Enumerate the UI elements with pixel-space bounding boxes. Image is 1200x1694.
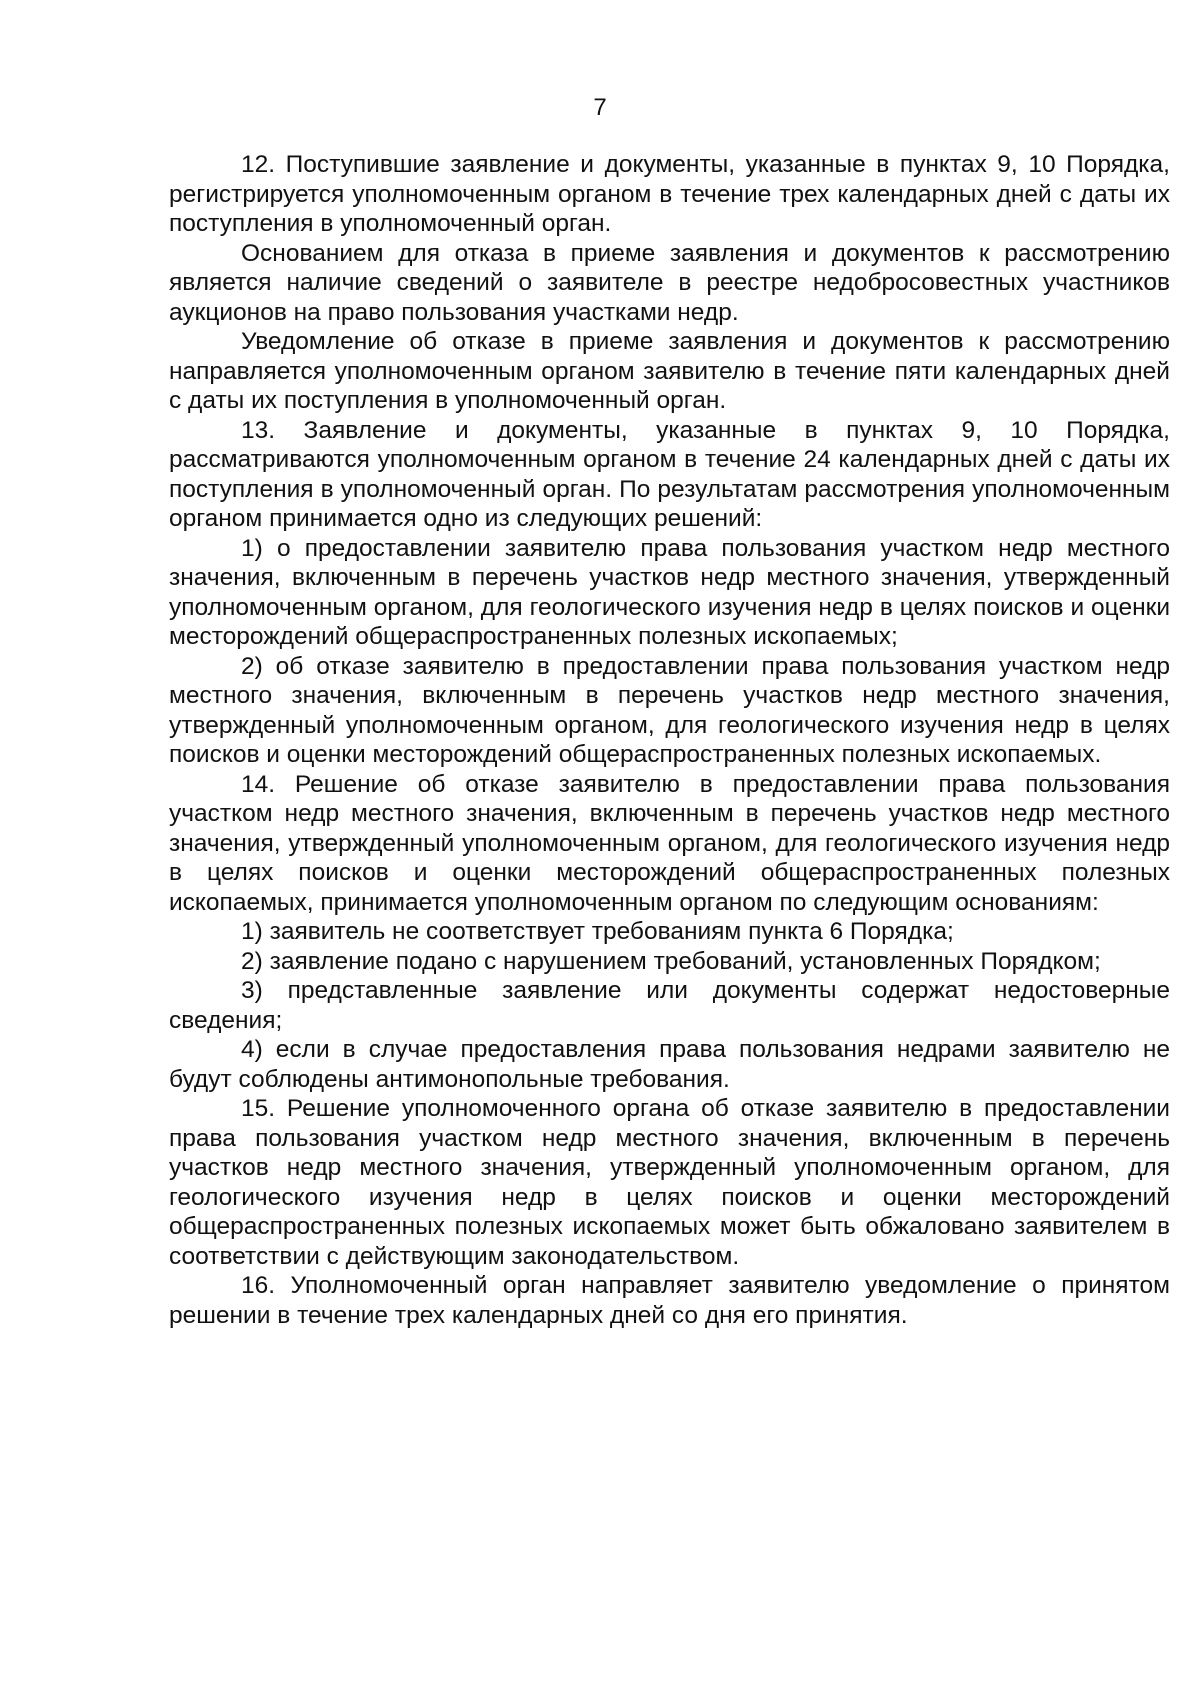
paragraph-14: 14. Решение об отказе заявителю в предоставлении права пользования участком недр местного значения, включенным в перечень участков недр местного значения, утвержденный уполномоченным органом, для геологического изучения недр в целях поисков и оценки месторождений общераспространенных полезных ископаемых, принимается уполномоченным органом по следующим основаниям: xyxy=(169,770,1170,916)
paragraph-16: 16. Уполномоченный орган направляет заявителю уведомление о принятом решении в течение трех календарных дней со дня его принятия. xyxy=(169,1272,1170,1329)
paragraph-12: 12. Поступившие заявление и документы, указанные в пунктах 9, 10 Порядка, регистрируется уполномоченным органом в течение трех календарных дней с даты их поступления в уполномоченный орган. xyxy=(169,151,1170,237)
paragraph-13: 13. Заявление и документы, указанные в пунктах 9, 10 Порядка, рассматриваются уполномоченным органом в течение 24 календарных дней с даты их поступления в уполномоченный орган. По результатам рассмотрения уполномоченным органом принимается одно из следующих решений: xyxy=(169,416,1170,532)
page-number: 7 xyxy=(593,94,607,121)
paragraph-refusal-notice: Уведомление об отказе в приеме заявления и документов к рассмотрению направляется уполномоченным органом заявителю в течение пяти календарных дней с даты их поступления в уполномоченный орган. xyxy=(169,328,1170,414)
paragraph-refusal-grounds: Основанием для отказа в приеме заявления и документов к рассмотрению является наличие сведений о заявителе в реестре недобросовестных участников аукционов на право пользования участками недр. xyxy=(169,239,1170,326)
paragraph-14-item-2: 2) заявление подано с нарушением требований, установленных Порядком; xyxy=(241,947,1101,975)
paragraph-14-item-1: 1) заявитель не соответствует требованиям пункта 6 Порядка; xyxy=(241,918,954,945)
paragraph-13-item-2: 2) об отказе заявителю в предоставлении права пользования участком недр местного значения, включенным в перечень участков недр местного значения, утвержденный уполномоченным органом, для геологического изучения недр в целях поисков и оценки месторождений общераспространенных полезных ископаемых. xyxy=(169,652,1170,768)
paragraph-13-item-1: 1) о предоставлении заявителю права пользования участком недр местного значения, включенным в перечень участков недр местного значения, утвержденный уполномоченным органом, для геологического изучения недр в целях поисков и оценки месторождений общераспространенных полезных ископаемых; xyxy=(169,534,1170,650)
document-body xyxy=(169,150,1170,1330)
paragraph-14-item-3: 3) представленные заявление или документы содержат недостоверные сведения; xyxy=(169,977,1170,1034)
paragraph-15: 15. Решение уполномоченного органа об отказе заявителю в предоставлении права пользования участком недр местного значения, включенным в перечень участков недр местного значения, утвержденный уполномоченным органом, для геологического изучения недр в целях поисков и оценки месторождений общераспространенных полезных ископаемых может быть обжаловано заявителем в соответствии с действующим законодательством. xyxy=(169,1095,1170,1270)
paragraph-14-item-4: 4) если в случае предоставления права пользования недрами заявителю не будут соблюдены антимонопольные требования. xyxy=(169,1036,1170,1093)
